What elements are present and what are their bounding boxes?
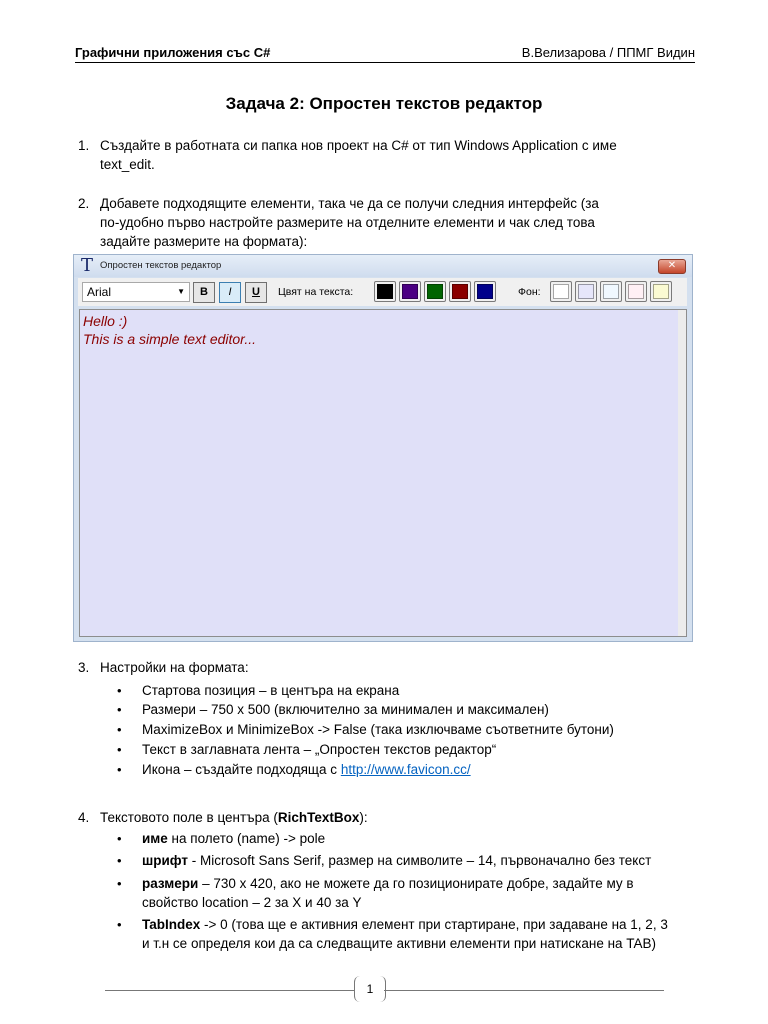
text-color-swatch-1[interactable] xyxy=(374,281,396,302)
step4-bullet4 xyxy=(142,915,668,935)
step4-bullet1-rest: на полето (name) -> pole xyxy=(167,831,326,846)
step3-bullet4: Текст в заглавната лента – „Опростен текстов редактор“ xyxy=(142,742,497,757)
header-left: Графични приложения със C# xyxy=(75,45,271,60)
bullet-icon: • xyxy=(117,876,122,891)
footer-rule-left xyxy=(105,990,354,991)
step4-heading-post: ): xyxy=(359,810,368,825)
step3-bullet5 xyxy=(142,760,471,780)
bullet-icon: • xyxy=(117,831,122,846)
text-color-swatch-2[interactable] xyxy=(399,281,421,302)
background-color-swatch-3[interactable] xyxy=(600,281,622,302)
step1-line2: text_edit. xyxy=(100,157,155,172)
step3-heading: Настройки на формата: xyxy=(100,660,249,675)
step4-bullet1 xyxy=(142,829,325,849)
step2-line2: по-удобно първо настройте размерите на отделните елементи и чак след това xyxy=(100,215,595,230)
favicon-link[interactable]: http://www.favicon.cc/ xyxy=(340,762,471,777)
background-color-swatch-1[interactable] xyxy=(550,281,572,302)
font-dropdown-value: Arial xyxy=(87,285,112,299)
step4-bullet2-bold: шрифт xyxy=(142,853,189,868)
task-title: Задача 2: Опростен текстов редактор xyxy=(225,94,543,113)
toolbar xyxy=(78,278,687,306)
step3-bullet3: MaximizeBox и MinimizeBox -> False (така изключваме съответните бутони) xyxy=(142,722,614,737)
page-header xyxy=(75,44,695,63)
step1-line1: Създайте в работната си папка нов проект на C# от тип Windows Application с име xyxy=(100,138,617,153)
close-icon[interactable]: ✕ xyxy=(658,259,686,274)
background-color-swatch-5[interactable] xyxy=(650,281,672,302)
bullet-icon: • xyxy=(117,762,122,777)
step2-line3: задайте размерите на формата): xyxy=(100,234,308,249)
underline-button[interactable]: U xyxy=(245,282,267,303)
step4-bullet3-bold: размери xyxy=(142,876,199,891)
background-label: Фон: xyxy=(518,286,541,298)
header-right: В.Велизарова / ППМГ Видин xyxy=(521,45,695,60)
chevron-down-icon: ▼ xyxy=(177,287,185,296)
window-titlebar xyxy=(74,255,692,277)
step4-heading-pre: Текстовото поле в центъра ( xyxy=(100,810,278,825)
footer-rule-right xyxy=(384,990,664,991)
bullet-icon: • xyxy=(117,853,122,868)
step4-bullet4-bold: TabIndex xyxy=(142,917,201,932)
rich-text-box[interactable] xyxy=(79,309,687,637)
window-title: Опростен текстов редактор xyxy=(100,260,222,271)
step4-bullet3-line2: свойство location – 2 за X и 40 за Y xyxy=(142,895,362,910)
bullet-icon: • xyxy=(117,742,122,757)
editor-line-2: This is a simple text editor... xyxy=(83,331,256,347)
step4-bullet3-rest: – 730 x 420, ако не можете да го позиционирате добре, задайте му в xyxy=(198,876,634,891)
bullet-icon: • xyxy=(117,683,122,698)
step2-number: 2. xyxy=(78,196,90,211)
step3-bullet1: Стартова позиция – в центъра на екрана xyxy=(142,683,400,698)
text-color-swatch-5[interactable] xyxy=(474,281,496,302)
step4-bullet1-bold: име xyxy=(142,831,168,846)
text-editor-icon: T xyxy=(81,255,94,276)
step4-bullet3 xyxy=(142,874,634,894)
bullet-icon: • xyxy=(117,917,122,932)
background-color-swatch-2[interactable] xyxy=(575,281,597,302)
step4-heading xyxy=(100,808,368,828)
italic-button[interactable]: I xyxy=(219,282,241,303)
editor-window-screenshot xyxy=(73,254,693,642)
bullet-icon: • xyxy=(117,722,122,737)
step2-line1: Добавете подходящите елементи, така че да се получи следния интерфейс (за xyxy=(100,196,599,211)
text-color-swatch-3[interactable] xyxy=(424,281,446,302)
step3-number: 3. xyxy=(78,660,90,675)
step4-bullet2 xyxy=(142,851,651,871)
editor-scrollbar[interactable] xyxy=(678,310,686,636)
step4-bullet4-line2: и т.н се определя кои да са следващите активни елементи при натискане на TAB) xyxy=(142,936,657,951)
step3-bullet2: Размери – 750 x 500 (включително за минимален и максимален) xyxy=(142,702,549,717)
font-dropdown[interactable] xyxy=(82,282,190,302)
step1-number: 1. xyxy=(78,138,90,153)
step4-number: 4. xyxy=(78,810,90,825)
text-color-label: Цвят на текста: xyxy=(278,286,354,298)
step3-bullet5-text: Икона – създайте подходяща с xyxy=(142,762,341,777)
bold-button[interactable]: B xyxy=(193,282,215,303)
page-number: 1 xyxy=(354,976,386,1002)
step4-bullet2-rest: - Microsoft Sans Serif, размер на символите – 14, първоначално без текст xyxy=(188,853,652,868)
text-color-swatch-4[interactable] xyxy=(449,281,471,302)
editor-line-1: Hello :) xyxy=(83,313,128,329)
step4-bullet4-rest: -> 0 (това ще е активния елемент при стартиране, при задаване на 1, 2, 3 xyxy=(200,917,668,932)
step4-heading-bold: RichTextBox xyxy=(277,810,360,825)
bullet-icon: • xyxy=(117,702,122,717)
background-color-swatch-4[interactable] xyxy=(625,281,647,302)
